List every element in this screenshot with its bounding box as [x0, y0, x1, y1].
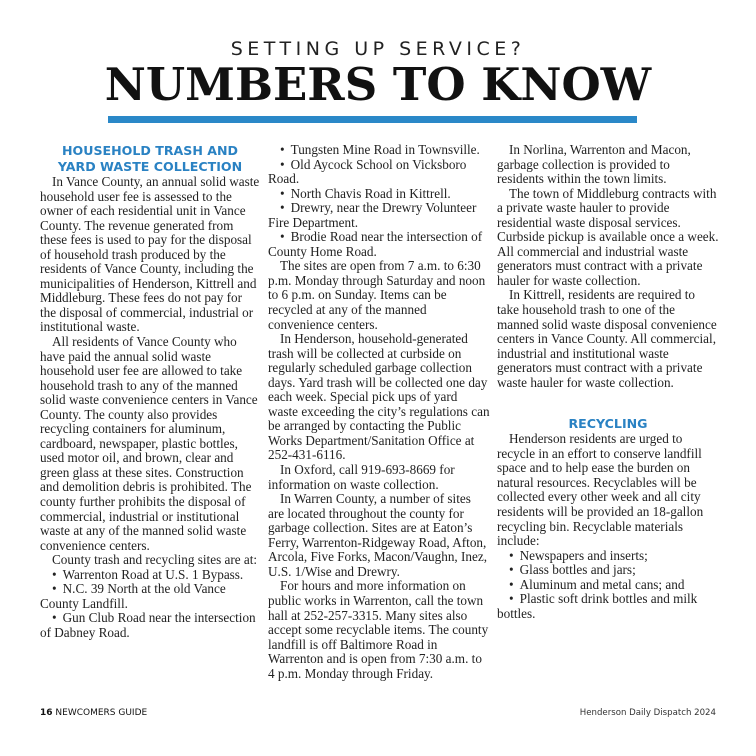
bullet-icon: • — [52, 581, 57, 597]
bullet-icon: • — [509, 547, 514, 563]
paragraph: In Oxford, call 919-693-8669 for information on waste collection. — [268, 462, 455, 492]
paragraph: All residents of Vance County who have paid the annual solid waste household user fee are allowed to take household trash to any of the manned solid waste convenience centers in Vance County. The county also provides recycling containers for aluminum, cardboard, newspaper, plastic bottles, used motor oil, and brown, clear and green glass at these sites. Construction and demolition debris is prohibited. The county further prohibits the disposal of commercial, industrial or institutional waste at any of the manned solid waste convenience centers. — [40, 334, 258, 553]
list-item-text: Tungsten Mine Road in Townsville. — [290, 142, 480, 157]
list-item-text: Warrenton Road at U.S. 1 Bypass. — [62, 566, 244, 582]
bullet-icon: • — [280, 229, 285, 245]
kicker: SETTING UP SERVICE? — [230, 38, 526, 60]
list-item — [268, 158, 490, 187]
footer-publication: Henderson Daily Dispatch 2024 — [579, 708, 716, 718]
list-item — [40, 568, 260, 583]
bullet-icon: • — [280, 185, 285, 201]
section-spacer — [497, 390, 719, 416]
section-heading-recycling: RECYCLING — [568, 416, 648, 432]
paragraph: The town of Middleburg contracts with a private waste hauler to provide residential waste disposal services. Curbside pickup is available once a week. All commercial and industrial waste generators must contract with a private hauler for waste collection. — [497, 185, 719, 288]
list-item-text: Brodie Road near the intersection of County Home Road. — [268, 229, 483, 259]
column-1 — [40, 143, 260, 641]
bullet-icon: • — [280, 142, 285, 157]
list-item-text: North Chavis Road in Kittrell. — [290, 185, 451, 201]
list-item — [497, 592, 719, 621]
list-item — [40, 611, 260, 640]
list-item-text: Drewry, near the Drewry Volunteer Fire Department. — [268, 200, 477, 230]
page-number: 16 — [40, 708, 53, 718]
page-title: NUMBERS TO KNOW — [104, 58, 652, 111]
section-heading-line: YARD WASTE COLLECTION — [57, 159, 243, 174]
list-item — [497, 563, 719, 578]
bullet-icon: • — [509, 576, 514, 592]
paragraph: Henderson residents are urged to recycle in an effort to conserve landfill space and to help ease the burden on natural resources. Recyclables will be collected every other week and all city residents will be provided an 18-gallon recycling bin. Recyclable materials include: — [497, 431, 704, 549]
paragraph: In Warren County, a number of sites are located throughout the county for garbage collection. Sites are at Eaton’s Ferry, Warrenton-Ridgeway Road, Afton, Arcola, Five Forks, Macon/Vaughn, Inez, U.S. 1/Wise and Drewry. — [268, 491, 488, 579]
list-item — [268, 187, 490, 202]
list-item-text: Gun Club Road near the intersection of Dabney Road. — [40, 610, 256, 640]
paragraph: County trash and recycling sites are at: — [52, 552, 258, 568]
paragraph: For hours and more information on public works in Warrenton, call the town hall at 252-257-3315. Many sites also accept some recyclable items. The county landfill is off Baltimore Road in Warrenton and is open from 7:30 a.m. to 4 p.m. Monday through Friday. — [268, 578, 489, 681]
list-item — [268, 230, 490, 259]
section-heading-trash — [40, 143, 260, 175]
paragraph: In Norlina, Warrenton and Macon, garbage collection is provided to residents within the town limits. — [497, 142, 691, 187]
section-name: NEWCOMERS GUIDE — [55, 708, 148, 718]
list-item — [40, 582, 260, 611]
paragraph: In Henderson, household-generated trash will be collected at curbside on regularly scheduled garbage collection days. Yard trash will be collected one day each week. Special pick ups of yard waste exceeding the city’s regulations can be arranged by contacting the Public Works Department/Sanitation Office at 252-431-6116. — [268, 331, 490, 463]
list-item-text: Newspapers and inserts; — [519, 547, 648, 563]
title-divider — [108, 116, 637, 123]
bullet-icon: • — [509, 591, 514, 607]
paragraph: The sites are open from 7 a.m. to 6:30 p.m. Monday through Saturday and noon to 6 p.m. on Sunday. Items can be recycled at any of the manned convenience centers. — [268, 258, 486, 332]
section-heading-line: HOUSEHOLD TRASH AND — [61, 143, 239, 158]
list-item-text: N.C. 39 North at the old Vance County Landfill. — [40, 581, 226, 611]
column-3 — [497, 143, 719, 621]
list-item — [268, 143, 490, 158]
bullet-icon: • — [52, 610, 57, 626]
paragraph: In Kittrell, residents are required to take household trash to one of the manned solid waste disposal convenience centers in Vance County. All commercial, industrial and institutional waste generators must contract with a private waste hauler for waste collection. — [497, 287, 717, 390]
list-item-text: Glass bottles and jars; — [519, 562, 636, 578]
bullet-icon: • — [280, 156, 285, 172]
bullet-icon: • — [509, 562, 514, 578]
list-item — [268, 201, 490, 230]
list-item — [497, 549, 719, 564]
bullet-icon: • — [52, 566, 57, 582]
list-item-text: Old Aycock School on Vicksboro Road. — [268, 156, 467, 187]
bullet-icon: • — [280, 200, 285, 216]
list-item-text: Plastic soft drink bottles and milk bottles. — [497, 591, 698, 621]
paragraph: In Vance County, an annual solid waste household user fee is assessed to the owner of each residential unit in Vance County. The revenue generated from these fees is used to pay for the disposal of household trash produced by the residents of Vance County, including the municipalities of Henderson, Kittrell and Middleburg. These fees do not pay for the disposal of commercial, industrial or institutional waste. — [40, 174, 260, 335]
list-item — [497, 578, 719, 593]
footer-page-label — [40, 708, 147, 718]
column-2 — [268, 143, 490, 681]
list-item-text: Aluminum and metal cans; and — [519, 576, 685, 592]
